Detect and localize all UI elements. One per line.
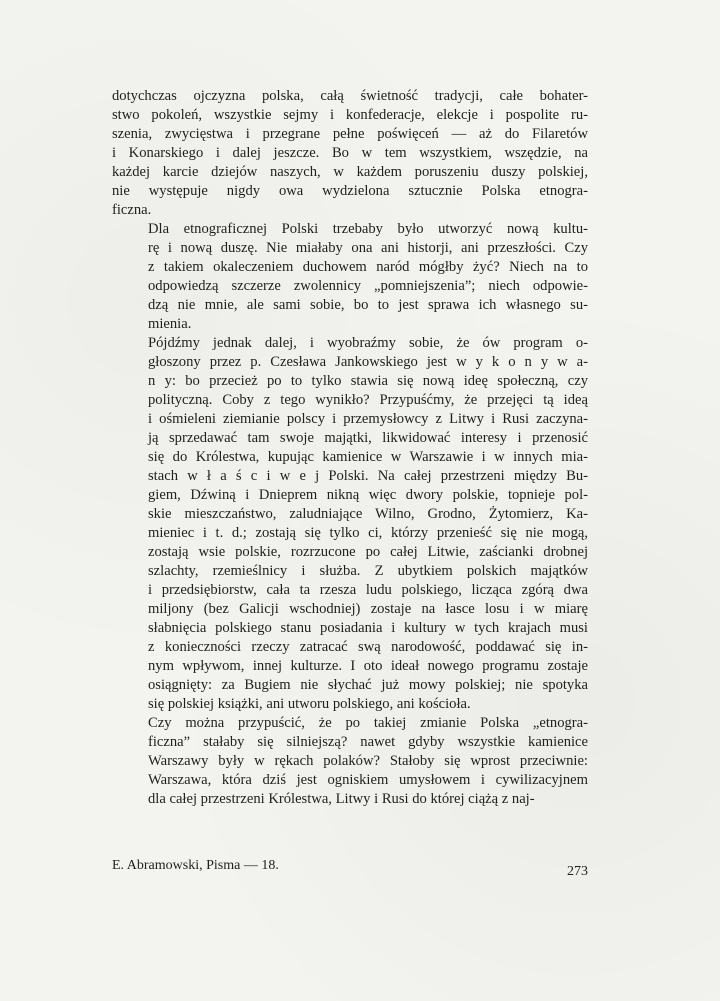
text-line: n y: bo przecież po to tylko stawia się nową ideę społeczną, czy	[148, 373, 588, 389]
text-line: Dla etnograficznej Polski trzebaby było utworzyć nową kultu-	[148, 221, 588, 237]
paragraph	[112, 220, 588, 334]
text-line: dzą nie mnie, ale sami sobie, bo to jest sprawa ich własnego su-	[148, 297, 588, 313]
text-line: szenia, zwycięstwa i przegrane pełne poświęceń — aż do Filaretów	[112, 126, 588, 142]
text-line: nie występuje nigdy owa wydzielona sztucznie Polska etnogra-	[112, 183, 588, 199]
book-page-text	[112, 87, 588, 809]
text-line: nym wpływom, innej kulturze. I oto ideał nowego programu zostaje	[148, 658, 588, 674]
text-line: stwo pokoleń, wszystkie sejmy i konfederacje, elekcje i pospolite ru-	[112, 107, 588, 123]
text-line: każdej karcie dziejów naszych, w każdem poruszeniu duszy polskiej,	[112, 164, 588, 180]
text-line: ficzna” stałaby się silniejszą? nawet gdyby wszystkie kamienice	[148, 734, 588, 750]
text-line: szlachty, rzemieślnicy i służba. Z ubytkiem polskich majątków	[148, 563, 588, 579]
text-line: odpowiedzą szczerze zwolennicy „pomniejszenia”; niech odpowie-	[148, 278, 588, 294]
text-line: osiągnięty: za Bugiem nie słychać już mowy polskiej; nie spotyka	[148, 677, 588, 693]
text-line: z takiem okaleczeniem duchowem naród mógłby żyć? Niech na to	[148, 259, 588, 275]
page-number: 273	[567, 864, 588, 879]
text-line: Warszawa, która dziś jest ogniskiem umysłowem i cywilizacyjnem	[148, 772, 588, 788]
text-line: Czy można przypuścić, że po takiej zmianie Polska „etnogra-	[148, 715, 588, 731]
paragraph	[112, 714, 588, 809]
text-line: rę i nową duszę. Nie miałaby ona ani historji, ani przeszłości. Czy	[148, 240, 588, 256]
text-line: dotychczas ojczyzna polska, całą świetność tradycji, całe bohater-	[112, 88, 588, 104]
paragraph	[112, 87, 588, 220]
text-line: głoszony przez p. Czesława Jankowskiego jest w y k o n y w a-	[148, 354, 588, 370]
text-line: ją sprzedawać tam swoje majątki, likwidować interesy i przenosić	[148, 430, 588, 446]
text-line: Pójdźmy jednak dalej, i wyobraźmy sobie, że ów program o-	[148, 335, 588, 351]
text-line: się polskiej książki, ani utworu polskiego, ani kościoła.	[148, 696, 471, 712]
text-line: giem, Dźwiną i Dnieprem nikną więc dwory polskie, topnieje pol-	[148, 487, 588, 503]
text-line: polityczną. Coby z tego wynikło? Przypuśćmy, że przejęci tą ideą	[148, 392, 588, 408]
text-line: się do Królestwa, kupując kamienice w Warszawie i w innych miа-	[148, 449, 588, 465]
text-line: z konieczności rzeczy zatracać swą narodowość, poddawać się in-	[148, 639, 588, 655]
text-line: i ośmieleni ziemianie polscy i przemysłowcy z Litwy i Rusi zaczyna-	[148, 411, 588, 427]
text-line: stach w ł a ś c i w e j Polski. Na całej przestrzeni między Bu-	[148, 468, 588, 484]
text-line: Warszawy były w rękach polaków? Stałoby się wprost przeciwnie:	[148, 753, 588, 769]
text-line: i Konarskiego i dalej jeszcze. Bo w tem wszystkiem, wszędzie, na	[112, 145, 588, 161]
footer-signature: E. Abramowski, Pisma — 18.	[112, 858, 279, 873]
text-line: ficzna.	[112, 202, 152, 218]
paragraph	[112, 334, 588, 714]
text-line: i przedsiębiorstw, cała ta rzesza ludu polskiego, licząca zgórą dwa	[148, 582, 588, 598]
text-line: zostają wsie polskie, rozrzucone po całej Litwie, zaścianki drobnej	[148, 544, 588, 560]
text-line: miljony (bez Galicji wschodniej) zostaje na łasce losu i w miarę	[148, 601, 588, 617]
text-line: dla całej przestrzeni Królestwa, Litwy i Rusi do której ciążą z naj-	[148, 791, 535, 807]
text-line: skie mieszczaństwo, zaludniające Wilno, Grodno, Żytomierz, Ka-	[148, 506, 588, 522]
text-line: mienia.	[148, 316, 192, 332]
text-line: słabnięcia polskiego stanu posiadania i kultury w tych krajach musi	[148, 620, 588, 636]
text-line: mieniec i t. d.; zostają się tylko ci, którzy przenieść się nie mogą,	[148, 525, 588, 541]
